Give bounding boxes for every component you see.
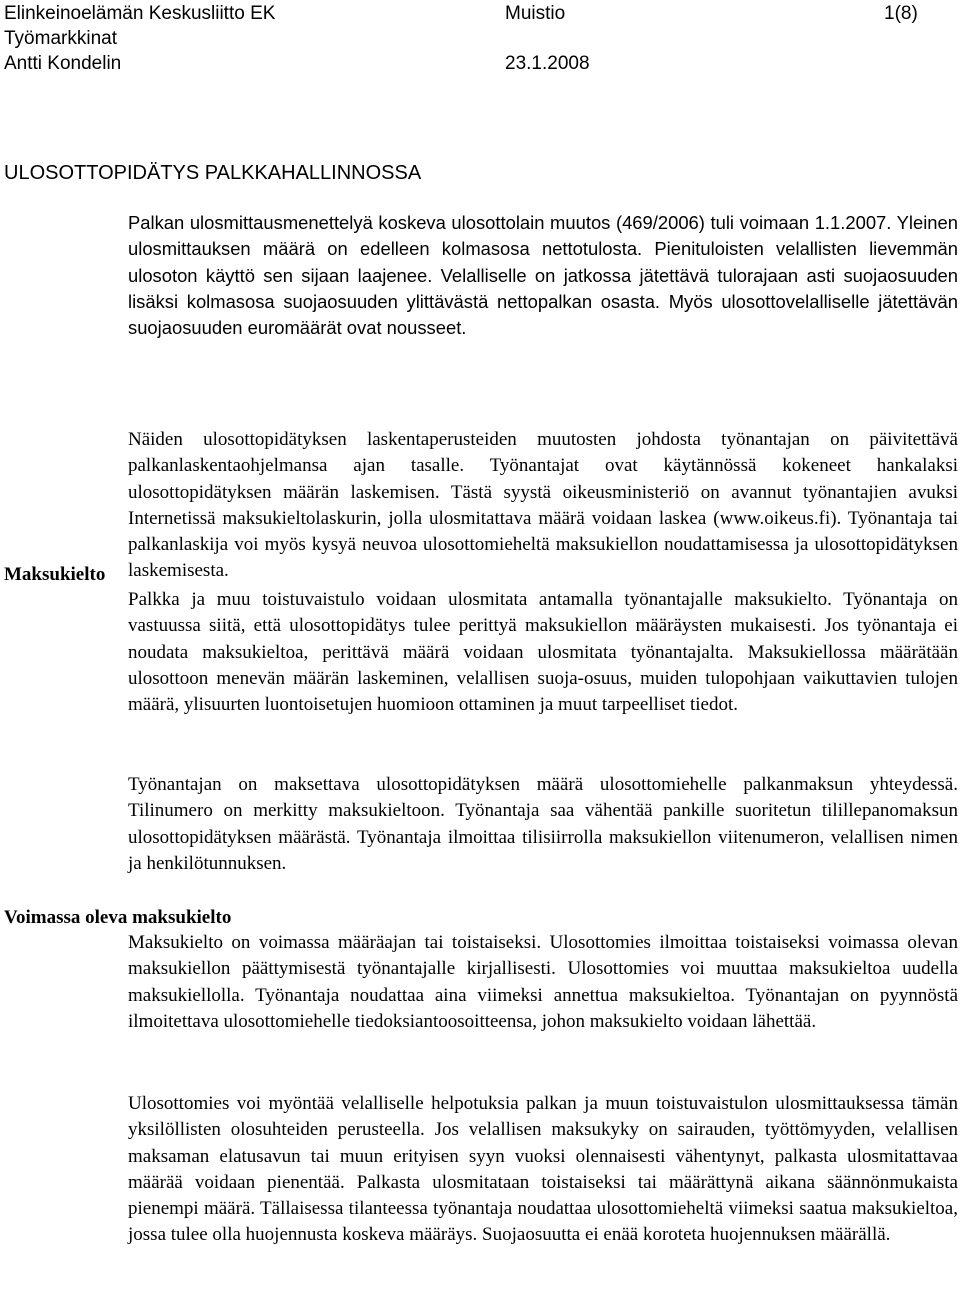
maksukielto-section [128,587,958,718]
voimassa-paragraph-1: Maksukielto on voimassa määräajan tai toistaiseksi. Ulosottomies ilmoittaa toistaiseksi voimassa olevan maksukiellon päättymisestä työnantajalle kirjallisesti. Ulosottomies voi muuttaa maksukieltoa uudella maksukiellolla. Työnantaja noudattaa aina viimeksi annettua maksukieltoa. Työnantajan on pyynnöstä ilmoitettava ulosottomiehelle tiedoksiantoosoitteensa, johon maksukielto voidaan lähettää. [128,932,958,1032]
intro-section-2 [128,427,958,585]
section-heading-maksukielto: Maksukielto [4,564,106,585]
header-date: 23.1.2008 [505,53,590,74]
voimassa-paragraph-2: Ulosottomies voi myöntää velalliselle helpotuksia palkan ja muun toistuvaistulon ulosmittauksessa tämän yksilöllisten olosuhteiden perusteella. Jos velallisen maksukyky on sairauden, työttömyyden, velallisen maksaman elatusavun tai muun erityisen syyn vuoksi olennaisesti vähentynyt, palkasta ulosmitattavaa määrää voidaan pienentää. Palkasta ulosmitataan toistaiseksi tai määrättynä aikana säännönmukaista pienempi määrä. Tällaisessa tilanteessa työnantaja noudattaa ulosottomieheltä viimeksi saatua maksukieltoa, jossa tulee olla huojennusta koskeva määräys. Suojaosuutta ei enää koroteta huojennuksen määrällä. [128,1093,958,1246]
maksukielto-paragraph-1: Palkka ja muu toistuvaistulo voidaan ulosmitata antamalla työnantajalle maksukielto. Työnantaja on vastuussa siitä, että ulosottopidätys tulee perittyä maksukiellon määräysten mukaisesti. Jos työnantaja ei noudata maksukieltoa, perittävä määrä voidaan ulosmitata työnantajalta. Maksukiellossa määrätään ulosottoon menevän määrän laskeminen, velallisen suoja-osuus, muiden tulopohjaan vaikuttavien tulojen määrä, ylisuurten luontoisetujen huomioon ottaminen ja muut tarpeelliset tiedot. [128,589,958,716]
intro-paragraph-1: Palkan ulosmittausmenettelyä koskeva ulosottolain muutos (469/2006) tuli voimaan 1.1.2007. Yleinen ulosmittauksen määrä on edelleen kolmasosa nettotulosta. Pienituloisten velallisten lievemmän ulosoton käyttö sen sijaan laajenee. Velalliselle on jatkossa jätettävä tulorajaan asti suojaosuuden lisäksi kolmasosa suojaosuuden ylittävästä nettopalkan osasta. Myös ulosottovelalliselle jätettävän suojaosuuden euromäärät ovat nousseet. [128,212,958,339]
section-heading-voimassa: Voimassa oleva maksukielto [4,907,232,928]
intro-section [128,210,958,341]
intro-paragraph-2: Näiden ulosottopidätyksen laskentaperusteiden muutosten johdosta työnantajan on päivitettävä palkanlaskentaohjelmansa ajan tasalle. Työnantajat ovat käytännössä kokeneet hankalaksi ulosottopidätyksen määrän laskemisen. Tästä syystä oikeusministeriö on avannut työnantajien avuksi Internetissä maksukieltolaskurin, jolla ulosmitattava määrä voidaan laskea (www.oikeus.fi). Työnantaja tai palkanlaskija voi myös kysyä neuvoa ulosottomieheltä maksukiellon noudattamisessa ja ulosottopidätyksen laskemisesta. [128,429,958,582]
header-department: Työmarkkinat [4,28,117,49]
header-org: Elinkeinoelämän Keskusliitto EK [4,3,276,24]
header-author: Antti Kondelin [4,53,122,74]
voimassa-section-2 [128,1091,958,1249]
document-title: ULOSOTTOPIDÄTYS PALKKAHALLINNOSSA [4,162,422,184]
voimassa-section [128,930,958,1035]
header-doc-type: Muistio [505,3,566,24]
maksukielto-paragraph-2: Työnantajan on maksettava ulosottopidätyksen määrä ulosottomiehelle palkanmaksun yhteydessä. Tilinumero on merkitty maksukieltoon. Työnantaja saa vähentää pankille suoritetun tilillepanomaksun ulosottopidätyksen määrästä. Työnantaja ilmoittaa tilisiirrolla maksukiellon viitenumeron, velallisen nimen ja henkilötunnuksen. [128,774,958,874]
header-page-number: 1(8) [884,3,918,24]
maksukielto-section-2 [128,772,958,877]
